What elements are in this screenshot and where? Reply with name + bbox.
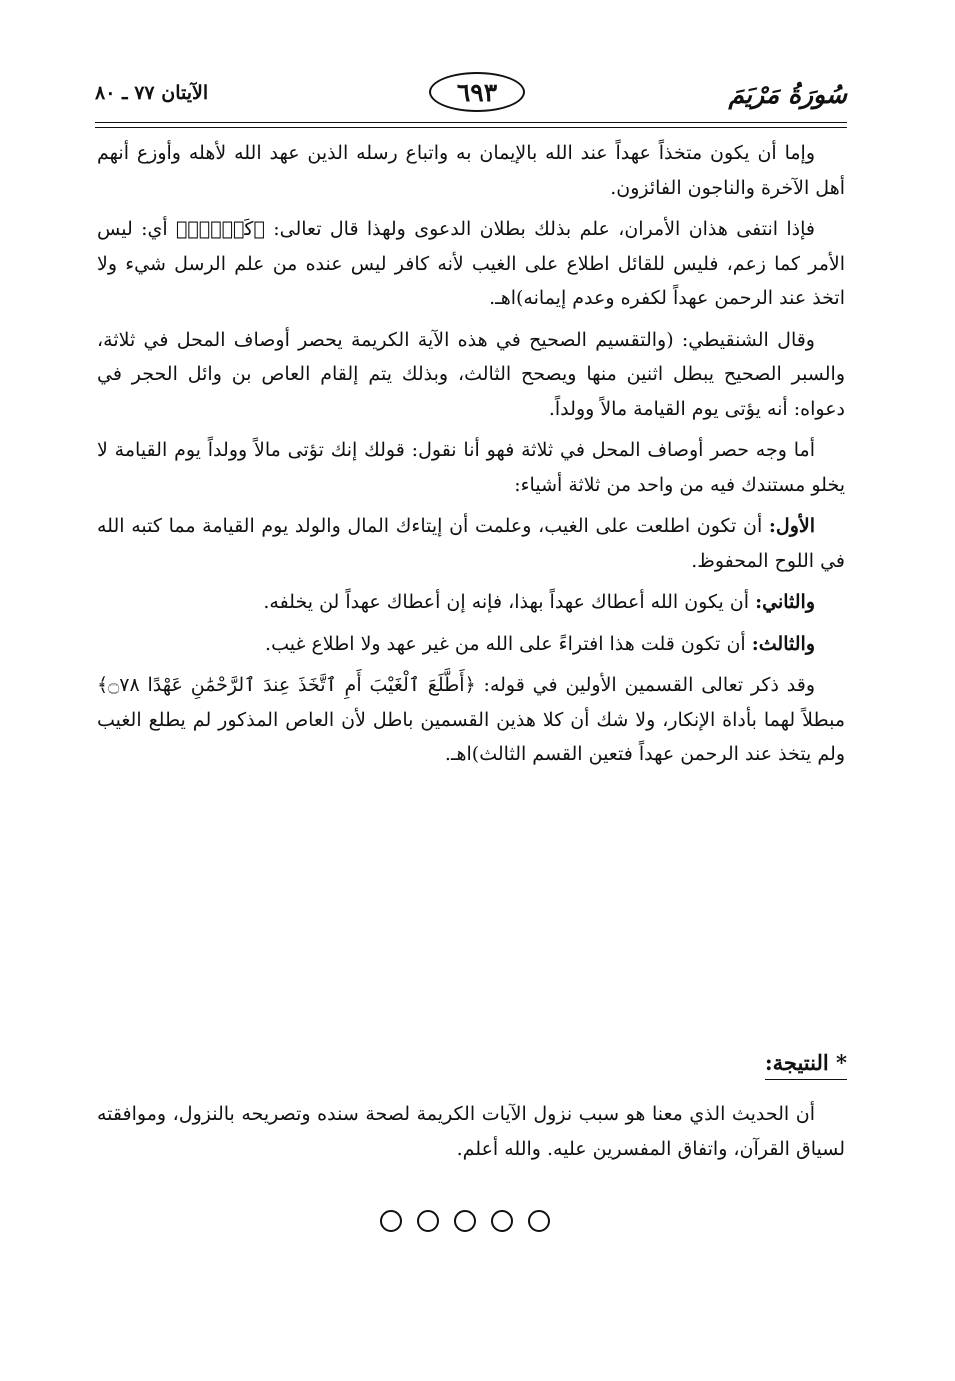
result-heading: * النتيجة: (765, 1050, 847, 1080)
end-of-section-marks (380, 1210, 550, 1236)
paragraph: وقد ذكر تعالى القسمين الأولين في قوله: ﴿أَطَّلَعَ ٱلْغَيْبَ أَمِ ٱتَّخَذَ عِندَ ٱلرَّحْمَٰنِ عَهْدًا ۝٧٨﴾ مبطلاً لهما بأداة الإنكار، ولا شك أن كلا هذين القسمين باطل لأن العاص المذكور لم يطلع الغيب ولم يتخذ عند الرحمن عهداً فتعين القسم الثالث)اهـ. (97, 674, 845, 765)
circle-icon (380, 1210, 402, 1232)
circle-icon (417, 1210, 439, 1232)
paragraph-third: والثالث: أن تكون قلت هذا افتراءً على الله من غير عهد ولا اطلاع غيب. (265, 632, 815, 655)
verse-range: الآيتان ٧٧ ـ ٨٠ (95, 82, 209, 104)
paragraph-second: والثاني: أن يكون الله أعطاك عهداً بهذا، فإنه إن أعطاك عهداً لن يخلفه. (263, 591, 815, 613)
paragraph-lead: والثالث: (751, 632, 815, 655)
paragraph: أما وجه حصر أوصاف المحل في ثلاثة فهو أنا نقول: قولك إنك تؤتى مالاً وولداً يوم القيامة لا يخلو مستندك فيه من واحد من ثلاثة أشياء: (97, 439, 845, 496)
body-text (97, 136, 845, 779)
page-number: ٦٩٣ (429, 72, 525, 112)
paragraph: وإما أن يكون متخذاً عهداً عند الله بالإيمان به واتباع رسله الذين عهد الله لأهله وأوزع أنهم أهل الآخرة والناجون الفائزون. (97, 142, 845, 199)
result-paragraph: أن الحديث الذي معنا هو سبب نزول الآيات الكريمة لصحة سنده وتصريحه بالنزول، وموافقته لسياق القرآن، واتفاق المفسرين عليه. والله أعلم. (97, 1103, 845, 1160)
circle-icon (491, 1210, 513, 1232)
page-header (95, 70, 847, 122)
paragraph-lead: والثاني: (755, 591, 815, 613)
paragraph: فإذا انتفى هذان الأمران، علم بذلك بطلان الدعوى ولهذا قال تعالى: ﴿كَلَّاۚ﴾ أي: ليس الأمر كما زعم، فليس للقائل اطلاع على الغيب لأنه كافر ليس عنده من علم الرسل شيء ولا اتخذ عند الرحمن عهداً لكفره وعدم إيمانه)اهـ. (97, 218, 845, 309)
paragraph-first: الأول: أن تكون اطلعت على الغيب، وعلمت أن إيتاءك المال والولد يوم القيامة مما كتبه الله في اللوح المحفوظ. (97, 515, 845, 572)
header-rule-top (95, 122, 847, 123)
circle-icon (528, 1210, 550, 1232)
result-text (97, 1097, 845, 1166)
surah-name: سُورَةُ مَرْيَمَ (728, 80, 847, 109)
paragraph-lead: الأول: (768, 515, 815, 537)
circle-icon (454, 1210, 476, 1232)
paragraph: وقال الشنقيطي: (والتقسيم الصحيح في هذه الآية الكريمة يحصر أوصاف المحل في ثلاثة، والسبر الصحيح يبطل اثنين منها ويصحح الثالث، وبذلك يتم إلقام العاص بن وائل الحجر في دعواه: أنه يؤتى يوم القيامة مالاً وولداً. (97, 328, 845, 420)
header-rule-bottom (95, 127, 847, 128)
